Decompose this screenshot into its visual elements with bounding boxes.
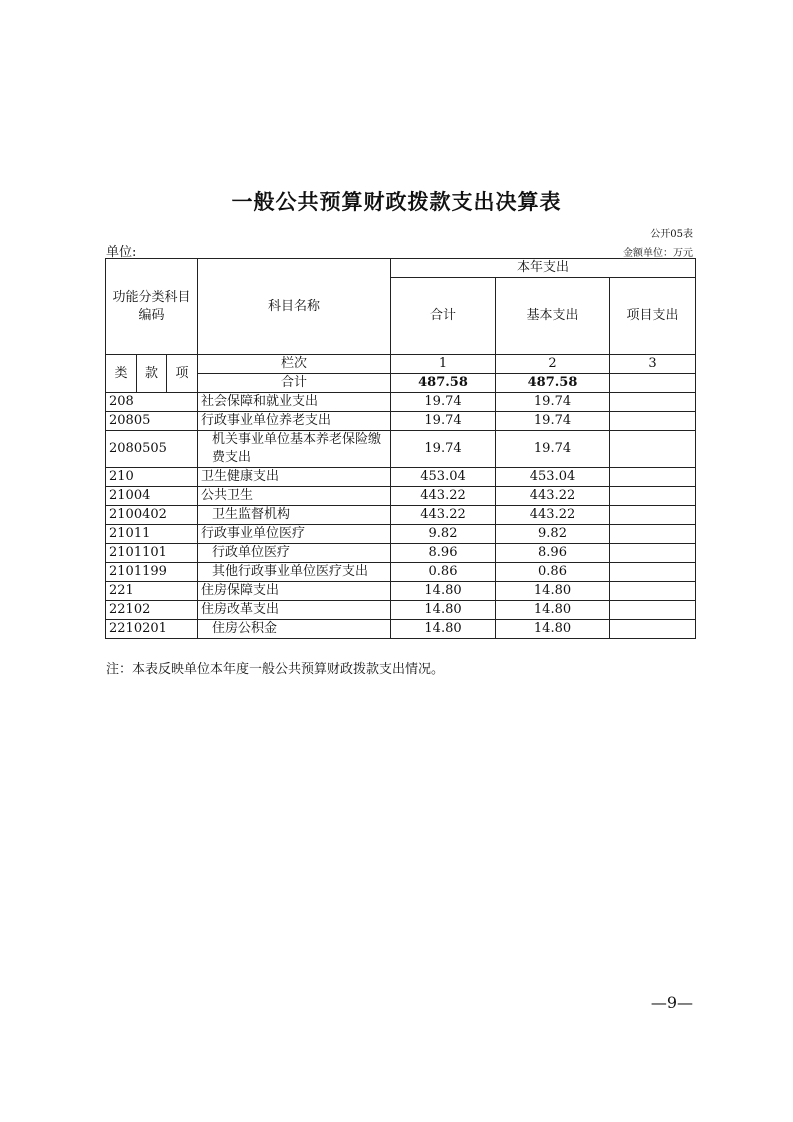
row-total: 19.74 xyxy=(391,393,496,412)
row-basic: 19.74 xyxy=(496,393,610,412)
table-row xyxy=(106,468,696,487)
row-project xyxy=(610,431,696,468)
row-code: 21011 xyxy=(106,525,198,544)
row-basic: 9.82 xyxy=(496,525,610,544)
total-label: 合计 xyxy=(198,374,391,393)
unit-label: 单位: xyxy=(106,245,137,260)
row-name: 其他行政事业单位医疗支出 xyxy=(198,563,391,582)
row-basic: 14.80 xyxy=(496,620,610,639)
header-basic: 基本支出 xyxy=(496,278,610,355)
page-number: —9— xyxy=(650,993,693,1012)
header-total: 合计 xyxy=(391,278,496,355)
header-func-code: 功能分类科目编码 xyxy=(106,259,198,355)
row-basic: 14.80 xyxy=(496,582,610,601)
row-name: 卫生监督机构 xyxy=(198,506,391,525)
table-note: 注：本表反映单位本年度一般公共预算财政拨款支出情况。 xyxy=(106,662,445,677)
row-name: 机关事业单位基本养老保险缴费支出 xyxy=(198,431,391,468)
row-basic: 443.22 xyxy=(496,487,610,506)
row-project xyxy=(610,506,696,525)
row-name: 行政事业单位养老支出 xyxy=(198,412,391,431)
table-row xyxy=(106,620,696,639)
row-basic: 453.04 xyxy=(496,468,610,487)
table-code: 公开05表 xyxy=(650,229,693,240)
row-total: 443.22 xyxy=(391,487,496,506)
row-project xyxy=(610,412,696,431)
row-code: 2080505 xyxy=(106,431,198,468)
row-code: 2101101 xyxy=(106,544,198,563)
amount-unit: 金额单位：万元 xyxy=(623,248,693,259)
row-total: 19.74 xyxy=(391,431,496,468)
table-row xyxy=(106,487,696,506)
row-code: 210 xyxy=(106,468,198,487)
total-basic: 487.58 xyxy=(496,374,610,393)
row-total: 14.80 xyxy=(391,582,496,601)
header-xiang: 项 xyxy=(167,355,198,393)
row-name: 住房改革支出 xyxy=(198,601,391,620)
row-name: 行政事业单位医疗 xyxy=(198,525,391,544)
row-total: 9.82 xyxy=(391,525,496,544)
table-row xyxy=(106,412,696,431)
row-total: 19.74 xyxy=(391,412,496,431)
total-value: 487.58 xyxy=(391,374,496,393)
row-name: 公共卫生 xyxy=(198,487,391,506)
table-row xyxy=(106,393,696,412)
row-basic: 14.80 xyxy=(496,601,610,620)
row-basic: 443.22 xyxy=(496,506,610,525)
row-project xyxy=(610,601,696,620)
page-title: 一般公共预算财政拨款支出决算表 xyxy=(231,190,562,214)
total-project xyxy=(610,374,696,393)
row-code: 221 xyxy=(106,582,198,601)
row-code: 2101199 xyxy=(106,563,198,582)
row-basic: 19.74 xyxy=(496,412,610,431)
row-name: 卫生健康支出 xyxy=(198,468,391,487)
header-project: 项目支出 xyxy=(610,278,696,355)
expenditure-table xyxy=(105,258,696,639)
row-basic: 19.74 xyxy=(496,431,610,468)
row-total: 0.86 xyxy=(391,563,496,582)
lanci-1: 1 xyxy=(391,355,496,374)
table-row xyxy=(106,525,696,544)
table-row xyxy=(106,431,696,468)
row-project xyxy=(610,544,696,563)
lanci-label: 栏次 xyxy=(198,355,391,374)
row-code: 22102 xyxy=(106,601,198,620)
row-project xyxy=(610,487,696,506)
table-row xyxy=(106,601,696,620)
row-basic: 0.86 xyxy=(496,563,610,582)
header-current-year: 本年支出 xyxy=(391,259,696,278)
row-name: 社会保障和就业支出 xyxy=(198,393,391,412)
row-code: 2210201 xyxy=(106,620,198,639)
row-code: 20805 xyxy=(106,412,198,431)
header-lei: 类 xyxy=(106,355,137,393)
row-total: 14.80 xyxy=(391,601,496,620)
row-project xyxy=(610,582,696,601)
row-total: 14.80 xyxy=(391,620,496,639)
header-kuan: 款 xyxy=(137,355,167,393)
row-project xyxy=(610,563,696,582)
row-total: 443.22 xyxy=(391,506,496,525)
row-project xyxy=(610,620,696,639)
row-code: 21004 xyxy=(106,487,198,506)
row-total: 453.04 xyxy=(391,468,496,487)
table-row xyxy=(106,563,696,582)
row-name: 住房公积金 xyxy=(198,620,391,639)
row-name: 住房保障支出 xyxy=(198,582,391,601)
lanci-3: 3 xyxy=(610,355,696,374)
row-code: 208 xyxy=(106,393,198,412)
table-row xyxy=(106,506,696,525)
row-name: 行政单位医疗 xyxy=(198,544,391,563)
row-code: 2100402 xyxy=(106,506,198,525)
row-project xyxy=(610,525,696,544)
row-basic: 8.96 xyxy=(496,544,610,563)
row-total: 8.96 xyxy=(391,544,496,563)
row-project xyxy=(610,393,696,412)
table-row xyxy=(106,582,696,601)
lanci-2: 2 xyxy=(496,355,610,374)
header-item-name: 科目名称 xyxy=(198,259,391,355)
table-row xyxy=(106,544,696,563)
row-project xyxy=(610,468,696,487)
